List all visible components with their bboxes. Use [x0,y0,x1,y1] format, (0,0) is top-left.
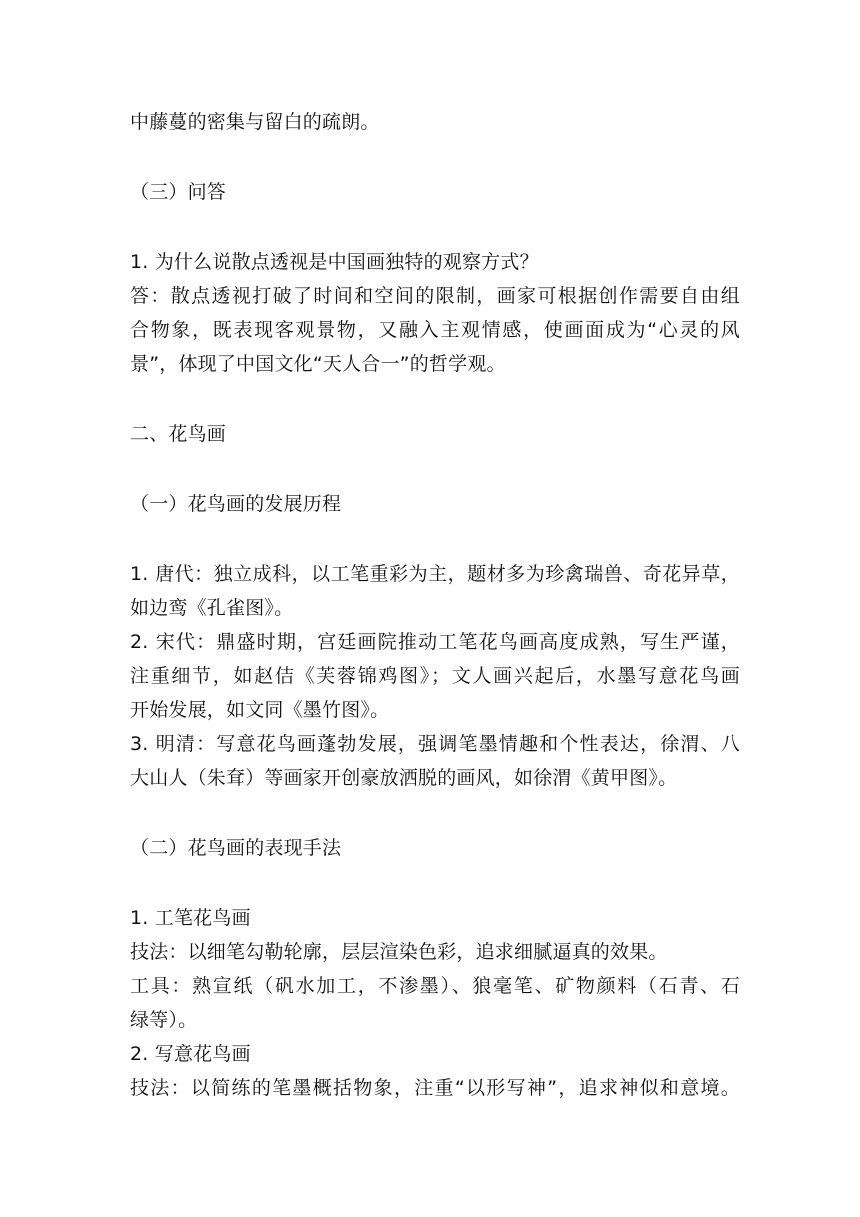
list-item-line: 注重细节，如赵佶《芙蓉锦鸡图》；文人画兴起后，水墨写意花鸟画 [130,665,740,687]
paragraph-line: 绿等）。 [130,1009,198,1031]
paragraph-line: 中藤蔓的密集与留白的疏朗。 [130,111,380,133]
paragraph-line: 工具：熟宣纸（矾水加工，不渗墨）、狼毫笔、矿物颜料（石青、石 [130,975,740,997]
question-line: 1. 为什么说散点透视是中国画独特的观察方式？ [130,251,539,273]
answer-line: 答：散点透视打破了时间和空间的限制，画家可根据创作需要自由组 [130,285,740,307]
subheading-xieyi: 2. 写意花鸟画 [130,1043,251,1065]
paragraph-line: 技法：以细笔勾勒轮廓，层层渲染色彩，追求细腻逼真的效果。 [130,941,668,963]
section-heading-history: （一）花鸟画的发展历程 [130,493,342,515]
answer-line: 景”，体现了中国文化“天人合一”的哲学观。 [130,353,506,375]
list-item-line: 1. 唐代：独立成科，以工笔重彩为主，题材多为珍禽瑞兽、奇花异草， [130,563,740,585]
list-item-line: 开始发展，如文同《墨竹图》。 [130,699,390,721]
list-item-line: 如边鸾《孔雀图》。 [130,597,294,619]
answer-line: 合物象，既表现客观景物，又融入主观情感，使画面成为“心灵的风 [130,319,740,341]
subheading-gongbi: 1. 工笔花鸟画 [130,907,251,929]
paragraph-line: 技法：以简练的笔墨概括物象，注重“以形写神”，追求神似和意境。 [130,1077,740,1099]
chapter-heading-flower-bird: 二、花鸟画 [130,423,227,445]
section-heading-qa: （三）问答 [130,181,227,203]
list-item-line: 2. 宋代：鼎盛时期，宫廷画院推动工笔花鸟画高度成熟，写生严谨， [130,631,740,653]
section-heading-techniques: （二）花鸟画的表现手法 [130,837,342,859]
list-item-line: 3. 明清：写意花鸟画蓬勃发展，强调笔墨情趣和个性表达，徐渭、八 [130,733,740,755]
list-item-line: 大山人（朱耷）等画家开创豪放洒脱的画风，如徐渭《黄甲图》。 [130,767,678,789]
